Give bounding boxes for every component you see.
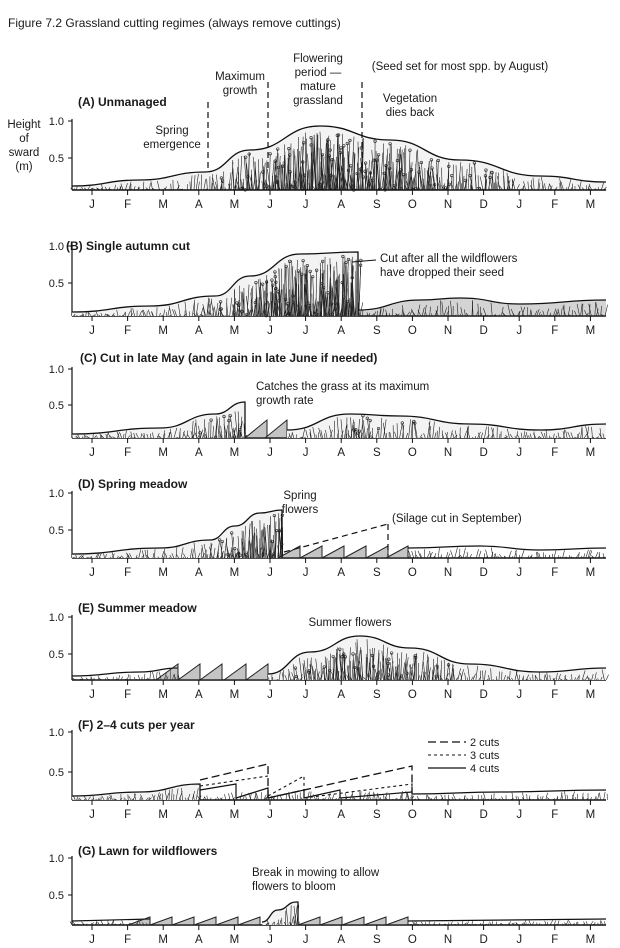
month-label: F: [551, 567, 559, 579]
month-label: N: [443, 689, 453, 701]
regrowth-tooth: [178, 664, 200, 680]
annotation-seed-set-line: (Seed set for most spp. by August): [371, 61, 549, 73]
grass-blade: [586, 550, 589, 558]
month-label: M: [158, 199, 168, 211]
month-label: J: [516, 325, 523, 337]
month-label: J: [267, 325, 273, 337]
y-axis-label-line: sward: [8, 147, 40, 159]
month-label: M: [158, 325, 168, 337]
y-axis-label-line: Height: [7, 119, 41, 131]
grass-blade: [521, 550, 524, 558]
month-label: J: [89, 809, 95, 821]
month-label: S: [372, 809, 381, 821]
month-label: N: [443, 325, 453, 337]
mowing-tooth: [216, 917, 238, 925]
month-label: A: [337, 567, 346, 579]
annotation-spring-flowers-line: Spring: [283, 490, 317, 502]
month-label: J: [267, 934, 273, 946]
month-label: M: [229, 199, 240, 211]
regrowth-tooth: [300, 546, 322, 558]
grass-blade: [606, 675, 608, 680]
grass-blade: [476, 549, 478, 558]
y-tick-label-0-5: 0.5: [48, 767, 64, 779]
regrowth-tooth: [322, 546, 344, 558]
annotation-break-in-mowing-line: flowers to bloom: [252, 881, 336, 893]
month-label: A: [194, 447, 203, 459]
y-tick-label-0-5: 0.5: [48, 153, 64, 165]
annotation-max-growth-rate-line: growth rate: [256, 395, 314, 407]
grass-blade: [373, 792, 374, 800]
panel-a-title: (A) Unmanaged: [78, 95, 167, 109]
grass-blade: [377, 793, 378, 800]
grass-blade: [536, 552, 537, 558]
month-label: M: [585, 199, 596, 211]
month-label: M: [158, 809, 168, 821]
grass-blade: [438, 548, 439, 558]
month-label: A: [337, 934, 346, 946]
month-label: J: [302, 325, 309, 337]
month-label: J: [302, 567, 309, 579]
annotation-flowering-period-line: period —: [294, 67, 342, 79]
month-label: M: [585, 934, 596, 946]
month-label: J: [516, 447, 523, 459]
month-label: F: [551, 325, 559, 337]
panel-c-title: (C) Cut in late May (and again in late June if needed): [80, 351, 378, 365]
annotation-flowering-period-line: Flowering: [293, 53, 343, 65]
month-label: D: [479, 809, 488, 821]
month-label: O: [407, 567, 417, 579]
grass-blade: [554, 551, 556, 558]
month-label: F: [551, 689, 559, 701]
regrowth-tooth: [386, 546, 408, 558]
month-label: A: [194, 934, 203, 946]
mowing-tooth: [364, 917, 386, 925]
annotation-break-in-mowing-line: Break in mowing to allow: [252, 867, 380, 879]
month-label: A: [337, 325, 346, 337]
month-label: D: [479, 447, 488, 459]
grass-blade: [467, 552, 468, 558]
grass-blade: [412, 551, 414, 558]
y-tick-label-1-0: 1.0: [48, 612, 64, 624]
panel-f-title: (F) 2–4 cuts per year: [78, 718, 195, 732]
month-label: A: [194, 567, 203, 579]
month-label: J: [302, 199, 309, 211]
month-label: A: [194, 325, 203, 337]
month-label: M: [229, 325, 240, 337]
month-label: F: [551, 447, 559, 459]
month-label: M: [585, 567, 596, 579]
month-label: J: [516, 199, 523, 211]
grass-blade: [150, 672, 151, 680]
month-label: M: [158, 447, 168, 459]
y-tick-label-0-5: 0.5: [48, 278, 64, 290]
legend-4-cuts: 4 cuts: [470, 763, 500, 775]
y-tick-label-1-0: 1.0: [48, 727, 64, 739]
grass-blade: [352, 791, 353, 800]
month-label: J: [89, 567, 95, 579]
annotation-silage-cut-line: (Silage cut in September): [392, 513, 522, 525]
y-tick-label-1-0: 1.0: [48, 364, 64, 376]
month-label: J: [89, 447, 95, 459]
y-tick-label-0-5: 0.5: [48, 400, 64, 412]
month-label: O: [407, 809, 417, 821]
annotation-summer-flowers-line: Summer flowers: [308, 617, 392, 629]
month-label: J: [516, 809, 523, 821]
annotation-flowering-period-line: grassland: [293, 95, 343, 107]
month-label: J: [516, 934, 523, 946]
grass-blade: [127, 674, 129, 680]
grass-blade: [563, 550, 565, 558]
month-label: S: [372, 447, 381, 459]
month-label: N: [443, 934, 453, 946]
y-tick-label-0-5: 0.5: [48, 649, 64, 661]
mowing-tooth: [194, 917, 216, 925]
annotation-spring-emergence-line: Spring: [155, 125, 189, 137]
month-label: M: [229, 567, 240, 579]
month-label: M: [585, 447, 596, 459]
annotation-maximum-growth-line: growth: [222, 85, 258, 97]
grass-blade: [598, 793, 599, 800]
grass-blade: [383, 794, 384, 800]
month-label: O: [407, 934, 417, 946]
regrowth-tooth: [245, 420, 267, 438]
grass-blade: [415, 550, 416, 558]
annotation-spring-emergence-line: emergence: [143, 139, 201, 151]
month-label: S: [372, 199, 381, 211]
month-label: J: [89, 689, 95, 701]
annotation-spring-flowers-line: flowers: [281, 504, 319, 516]
month-label: J: [516, 567, 523, 579]
month-label: J: [267, 447, 273, 459]
annotation-max-growth-rate-line: Catches the grass at its maximum: [256, 381, 430, 393]
month-label: M: [229, 689, 240, 701]
y-tick-label-1-0: 1.0: [48, 853, 64, 865]
y-tick-label-0-5: 0.5: [48, 890, 64, 902]
grass-blade: [455, 547, 458, 558]
grass-blade: [450, 550, 453, 558]
month-label: O: [407, 689, 417, 701]
regrowth-tooth: [200, 664, 222, 680]
sward-outline: [72, 668, 178, 676]
grass-blade: [537, 552, 538, 558]
month-label: J: [302, 934, 309, 946]
month-label: J: [267, 689, 273, 701]
legend-3-cuts: 3 cuts: [470, 750, 500, 762]
month-label: S: [372, 934, 381, 946]
month-label: D: [479, 689, 488, 701]
panel-d-title: (D) Spring meadow: [78, 477, 188, 491]
grass-blade: [231, 793, 233, 800]
grass-blade: [446, 552, 448, 558]
sward-outline: [412, 790, 606, 794]
month-label: M: [229, 809, 240, 821]
grass-blade: [307, 792, 309, 800]
y-axis-label-line: of: [19, 133, 29, 145]
month-label: A: [337, 447, 346, 459]
grass-blade: [144, 674, 145, 680]
month-label: A: [194, 199, 203, 211]
month-label: O: [407, 199, 417, 211]
month-label: F: [124, 567, 132, 579]
month-label: D: [479, 199, 488, 211]
month-label: M: [158, 934, 168, 946]
month-label: J: [267, 567, 273, 579]
grass-blade: [579, 552, 580, 558]
month-label: M: [585, 325, 596, 337]
grass-blade: [583, 793, 584, 800]
mowing-tooth: [238, 917, 260, 925]
grass-blade: [604, 792, 606, 800]
month-label: M: [158, 689, 168, 701]
y-tick-label-1-0: 1.0: [48, 488, 64, 500]
grass-blade: [152, 672, 154, 680]
month-label: S: [372, 567, 381, 579]
grass-blade: [463, 548, 465, 558]
month-label: O: [407, 447, 417, 459]
annotation-vegetation-dies-back-line: Vegetation: [382, 93, 438, 105]
y-axis-label-line: (m): [15, 161, 33, 173]
month-label: M: [585, 689, 596, 701]
annotation-flowering-period-line: mature: [300, 81, 336, 93]
grass-blade: [374, 793, 375, 800]
month-label: N: [443, 447, 453, 459]
month-label: D: [479, 567, 488, 579]
month-label: J: [302, 809, 309, 821]
month-label: F: [124, 325, 132, 337]
month-label: J: [302, 447, 309, 459]
grass-blade: [595, 552, 598, 558]
regrowth-tooth: [246, 664, 268, 680]
annotation-cut-after-seed-line: Cut after all the wildflowers: [380, 253, 518, 265]
legend-2-cuts: 2 cuts: [470, 737, 500, 749]
regrowth-tooth: [224, 664, 246, 680]
month-label: J: [89, 325, 95, 337]
month-label: M: [229, 447, 240, 459]
month-label: J: [267, 199, 273, 211]
month-label: N: [443, 199, 453, 211]
month-label: F: [124, 934, 132, 946]
grass-blade: [359, 265, 361, 316]
month-label: F: [124, 447, 132, 459]
month-label: F: [551, 809, 559, 821]
regrowth-tooth: [344, 546, 366, 558]
month-label: A: [194, 809, 203, 821]
grass-blade: [277, 794, 278, 800]
month-label: F: [124, 689, 132, 701]
grass-blade: [479, 551, 481, 558]
month-label: J: [302, 689, 309, 701]
month-label: S: [372, 689, 381, 701]
month-label: F: [124, 199, 132, 211]
grass-blade: [224, 794, 226, 800]
month-label: M: [229, 934, 240, 946]
month-label: A: [337, 809, 346, 821]
grass-blade: [310, 791, 311, 800]
month-label: F: [551, 934, 559, 946]
panel-b-title: (B) Single autumn cut: [66, 239, 190, 253]
mowing-tooth: [342, 917, 364, 925]
month-label: A: [337, 689, 346, 701]
month-label: F: [124, 809, 132, 821]
sward-outline: [408, 919, 606, 921]
mowing-tooth: [128, 917, 150, 925]
month-label: M: [158, 567, 168, 579]
month-label: J: [267, 809, 273, 821]
grass-blade: [546, 793, 548, 800]
grass-blade: [286, 794, 287, 800]
grass-blade: [599, 793, 600, 800]
sward-outline: [408, 546, 606, 550]
mowing-tooth: [172, 917, 194, 925]
panels-container: [7, 53, 608, 946]
annotation-maximum-growth-line: Maximum: [215, 71, 265, 83]
month-label: D: [479, 934, 488, 946]
month-label: J: [89, 199, 95, 211]
grass-blade: [565, 791, 566, 800]
y-tick-label-1-0: 1.0: [48, 116, 64, 128]
panel-e-title: (E) Summer meadow: [78, 601, 197, 615]
month-label: A: [194, 689, 203, 701]
month-label: J: [516, 689, 523, 701]
mowing-tooth: [320, 917, 342, 925]
grass-blade: [537, 795, 538, 800]
mowing-tooth: [298, 917, 320, 925]
month-label: F: [551, 199, 559, 211]
regrowth-tooth: [366, 546, 388, 558]
month-label: N: [443, 567, 453, 579]
four-cuts-line: [200, 784, 412, 798]
month-label: D: [479, 325, 488, 337]
annotation-vegetation-dies-back-line: dies back: [385, 107, 435, 119]
mowing-tooth: [150, 917, 172, 925]
regrowth-tooth: [265, 420, 287, 438]
month-label: O: [407, 325, 417, 337]
mowing-tooth: [386, 917, 408, 925]
month-label: A: [337, 199, 346, 211]
month-label: N: [443, 809, 453, 821]
month-label: M: [585, 809, 596, 821]
panel-g-title: (G) Lawn for wildflowers: [78, 844, 218, 858]
month-label: J: [89, 934, 95, 946]
figure-caption: Figure 7.2 Grassland cutting regimes (always remove cuttings): [8, 16, 341, 30]
month-label: S: [372, 325, 381, 337]
annotation-cut-after-seed-line: have dropped their seed: [380, 267, 505, 279]
y-tick-label-1-0: 1.0: [48, 241, 64, 253]
y-tick-label-0-5: 0.5: [48, 525, 64, 537]
